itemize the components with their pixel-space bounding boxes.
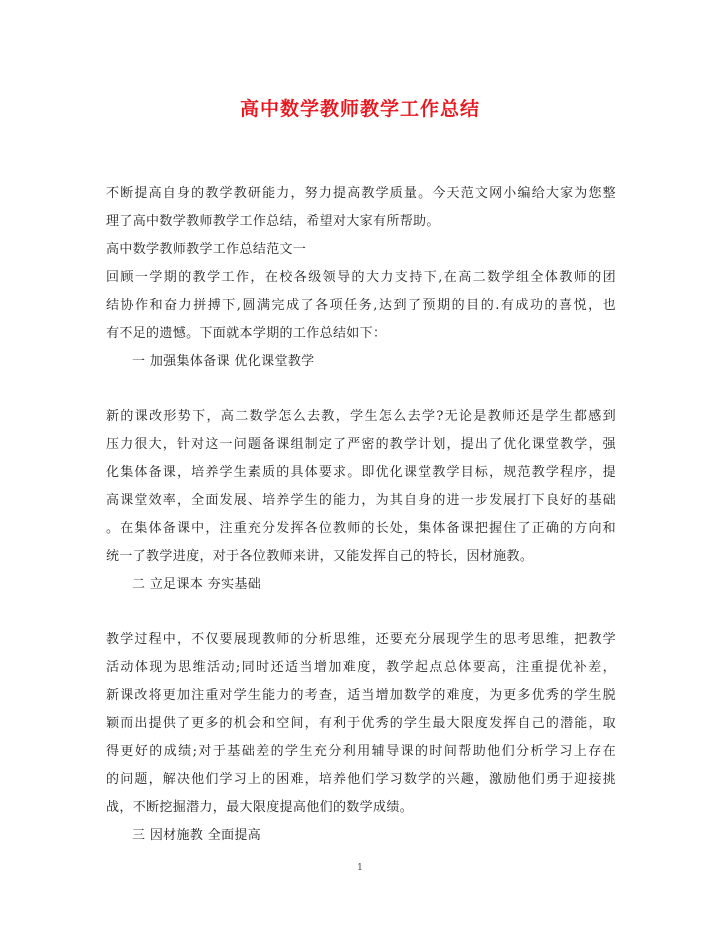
paragraph-line: 的问题，解决他们学习上的困难，培养他们学习数学的兴趣，激励他们勇于迎接挑 (106, 772, 616, 787)
paragraph-line: 结协作和奋力拼搏下,圆满完成了各项任务,达到了预期的目的.有成功的喜悦，也 (106, 298, 616, 313)
document-title: 高中数学教师教学工作总结 (239, 98, 480, 120)
page-number: 1 (357, 863, 363, 873)
section-heading: 二 立足课本 夯实基础 (132, 577, 262, 592)
paragraph-line: 颖而出提供了更多的机会和空间，有利于优秀的学生最大限度发挥自己的潜能，取 (106, 716, 616, 731)
paragraph-line: 教学过程中，不仅要展现教师的分析思维，还要充分展现学生的思考思维，把教学 (106, 632, 616, 647)
paragraph-line: 理了高中数学教师教学工作总结，希望对大家有所帮助。 (106, 214, 440, 229)
paragraph-spacer (106, 376, 616, 403)
paragraph-line: 不断提高自身的教学教研能力，努力提高教学质量。今天范文网小编给大家为您整 (106, 186, 616, 201)
section-subtitle: 高中数学教师教学工作总结范文一 (106, 242, 307, 257)
section-heading: 一 加强集体备课 优化课堂教学 (132, 354, 315, 369)
paragraph-line: 活动体现为思维活动;同时还适当增加难度，教学起点总体要高，注重提优补差， (106, 660, 616, 675)
paragraph-line: 得更好的成绩;对于基础差的学生充分利用辅导课的时间帮助他们分析学习上存在 (106, 744, 616, 759)
paragraph-spacer (106, 599, 616, 626)
section-heading: 三 因材施教 全面提高 (132, 828, 262, 843)
paragraph-line: 压力很大，针对这一问题备课组制定了严密的教学计划，提出了优化课堂教学，强 (106, 437, 616, 452)
paragraph-line: 统一了教学进度，对于各位教师来讲，又能发挥自己的特长，因材施教。 (106, 549, 534, 564)
paragraph-line: 。在集体备课中，注重充分发挥各位教师的长处，集体备课把握住了正确的方向和 (106, 521, 616, 536)
paragraph-line: 高课堂效率，全面发展、培养学生的能力，为其自身的进一步发展打下良好的基础 (106, 493, 616, 508)
paragraph-line: 新的课改形势下，高二数学怎么去教，学生怎么去学?无论是教师还是学生都感到 (106, 409, 616, 424)
paragraph-line: 化集体备课，培养学生素质的具体要求。即优化课堂教学目标，规范教学程序，提 (106, 465, 616, 480)
paragraph-line: 新课改将更加注重对学生能力的考查，适当增加数学的难度，为更多优秀的学生脱 (106, 688, 616, 703)
paragraph-line: 回顾一学期的教学工作，在校各级领导的大力支持下,在高二数学组全体教师的团 (106, 270, 616, 285)
paragraph-line: 有不足的遗憾。下面就本学期的工作总结如下： (106, 326, 387, 341)
paragraph-line: 战，不断挖掘潜力，最大限度提高他们的数学成绩。 (106, 800, 414, 815)
document-body (106, 180, 616, 850)
